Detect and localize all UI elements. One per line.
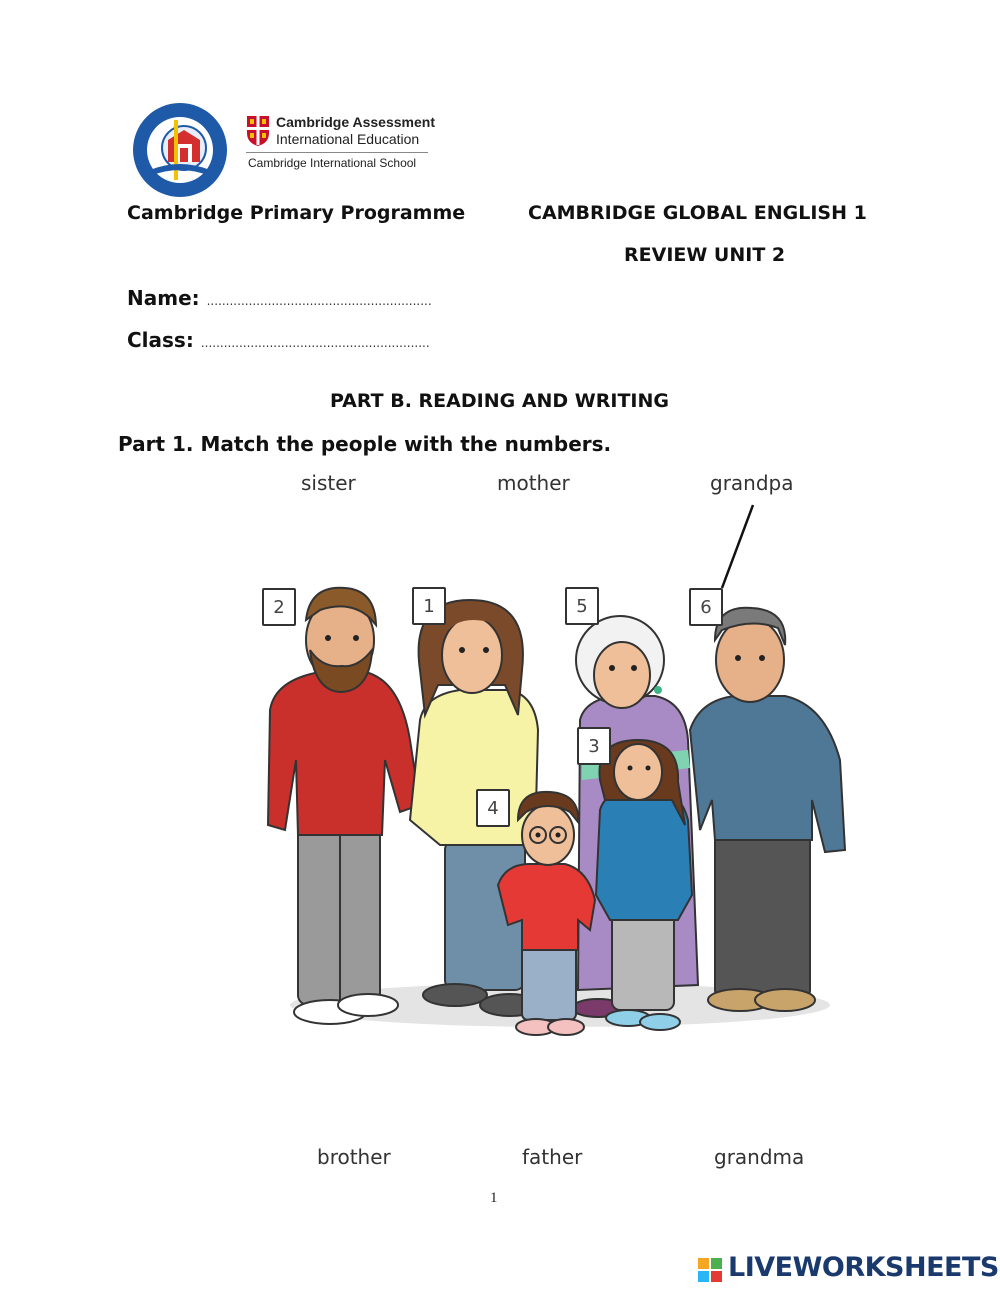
- example-match-line: [722, 505, 753, 588]
- cambridge-assessment-text: Cambridge Assessment: [276, 114, 435, 130]
- name-input-line[interactable]: ...........................................................: [206, 294, 432, 308]
- family-illustration: [260, 500, 860, 1060]
- word-brother[interactable]: brother: [317, 1145, 391, 1169]
- word-grandpa[interactable]: grandpa: [710, 471, 794, 495]
- cambridge-shield-icon: [246, 115, 270, 147]
- part-heading: PART B. READING AND WRITING: [330, 390, 669, 412]
- number-box-1[interactable]: 1: [412, 587, 446, 625]
- instruction-text: Part 1. Match the people with the numbers.: [118, 432, 612, 456]
- number-box-3[interactable]: 3: [577, 727, 611, 765]
- page-number: 1: [490, 1190, 498, 1206]
- unit-title: REVIEW UNIT 2: [624, 244, 786, 266]
- programme-title: Cambridge Primary Programme: [127, 202, 466, 224]
- class-row: [127, 328, 430, 352]
- school-logo: [130, 100, 230, 200]
- number-box-4[interactable]: 4: [476, 789, 510, 827]
- liveworksheets-text: LIVEWORKSHEETS: [728, 1252, 999, 1283]
- word-sister[interactable]: sister: [301, 471, 356, 495]
- word-grandma[interactable]: grandma: [714, 1145, 805, 1169]
- name-label: Name:: [127, 286, 200, 310]
- cambridge-international-text: International Education: [276, 131, 420, 147]
- liveworksheets-logo: [698, 1252, 999, 1286]
- class-label: Class:: [127, 328, 194, 352]
- liveworksheets-grid-icon: [698, 1258, 722, 1282]
- number-box-6[interactable]: 6: [689, 588, 723, 626]
- class-input-line[interactable]: ............................................................: [200, 336, 430, 350]
- word-father[interactable]: father: [522, 1145, 583, 1169]
- word-mother[interactable]: mother: [497, 471, 570, 495]
- cambridge-divider: [246, 152, 428, 153]
- grandpa-figure: [690, 608, 845, 1011]
- number-box-5[interactable]: 5: [565, 587, 599, 625]
- cambridge-school-text: Cambridge International School: [248, 156, 417, 170]
- number-box-2[interactable]: 2: [262, 588, 296, 626]
- father-figure: [268, 588, 420, 1024]
- course-title: CAMBRIDGE GLOBAL ENGLISH 1: [528, 202, 867, 224]
- name-row: [127, 286, 432, 310]
- cambridge-logo: [246, 112, 446, 174]
